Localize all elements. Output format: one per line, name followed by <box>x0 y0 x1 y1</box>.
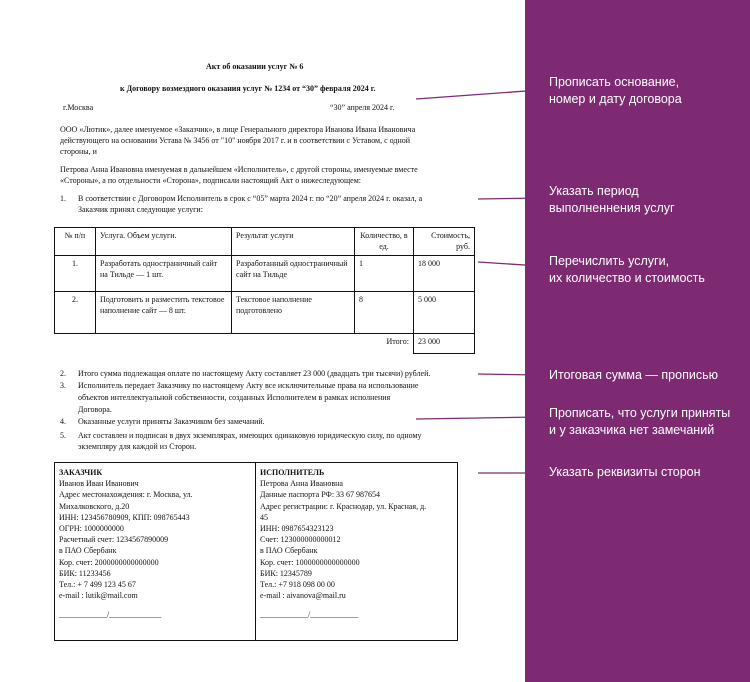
item-1-line-2: Заказчик принял следующие услуги: <box>78 205 203 214</box>
item-4-line-1: Оказанные услуги приняты Заказчиком без замечаний. <box>78 417 265 426</box>
annotation-line: Прописать основание, <box>549 75 680 89</box>
arrow-total-in-words <box>478 374 540 375</box>
row-service: Разработать одностраничный сайт на Тильде — 1 шт. <box>96 256 232 292</box>
customer-line: Кор. счет: 2000000000000000 <box>59 557 159 567</box>
row-cost: 5 000 <box>414 292 475 334</box>
executor-intro-line-1: Петрова Анна Ивановна именуемая в дальнейшем «Исполнитель», с другой стороны, именуемые вместе <box>60 165 418 174</box>
item-3-line-2: объектов интеллектуальной собственности, созданных Исполнителем в рамках исполнения <box>78 393 391 402</box>
customer-line: e-mail : lutik@mail.com <box>59 591 138 601</box>
arrow-list-services <box>478 262 540 266</box>
intro-line-2: действующего на основании Устава № 3456 от "10" ноября 2017 г. и в соответствии с Уставом, с одной <box>60 136 411 145</box>
item-1-number: 1. <box>60 194 66 203</box>
item-5-line-1: Акт составлен и подписан в двух экземплярах, имеющих одинаковую юридическую силу, по одному <box>78 431 422 440</box>
customer-line: Михалковского, д.20 <box>59 501 130 511</box>
customer-line: Адрес местонахождения: г. Москва, ул. <box>59 490 193 500</box>
act-date: “30” апреля 2024 г. <box>330 103 395 112</box>
arrow-services-accepted <box>416 417 540 419</box>
executor-intro-line-2: «Стороны», а по отдельности «Сторона», подписали настоящий Акт о нижеследующем: <box>60 176 361 185</box>
item-5-number: 5. <box>60 431 66 440</box>
executor-line: Кор. счет: 1000000000000000 <box>260 557 360 567</box>
annotation-line: их количество и стоимость <box>549 271 705 285</box>
customer-line: в ПАО Сбербанк <box>59 546 117 556</box>
arrow-contract-basis <box>416 90 540 99</box>
header-cost: Стоимость, руб. <box>414 228 475 256</box>
item-2-number: 2. <box>60 369 66 378</box>
executor-line: в ПАО Сбербанк <box>260 546 318 556</box>
header-service: Услуга. Объем услуги. <box>96 228 232 256</box>
executor-line: e-mail : aivanova@mail.ru <box>260 591 346 601</box>
annotation-line: номер и дату договора <box>549 92 682 106</box>
executor-line: 45 <box>260 512 268 522</box>
executor-line: Тел.: +7 918 098 00 00 <box>260 580 335 590</box>
executor-heading: ИСПОЛНИТЕЛЬ <box>260 468 325 477</box>
customer-line: ИНН: 123456780909, КПП: 098765443 <box>59 512 190 522</box>
customer-line: Иванов Иван Иванович <box>59 479 139 489</box>
arrow-service-period <box>478 198 540 199</box>
intro-line-1: ООО «Лютик», далее именуемое «Заказчик», в лице Генерального директора Иванова Ивана Ивановича <box>60 125 416 134</box>
annotation-line: Указать реквизиты сторон <box>549 465 701 479</box>
customer-line: БИК: 11233456 <box>59 568 111 578</box>
item-3-number: 3. <box>60 381 66 390</box>
customer-signature-line: ____________/_____________ <box>59 610 162 620</box>
executor-line: ИНН: 0987654323123 <box>260 524 334 534</box>
annotation-line: Итоговая сумма — прописью <box>549 368 718 382</box>
executor-line: Адрес регистрации: г. Краснодар, ул. Красная, д. <box>260 501 427 511</box>
executor-line: Данные паспорта РФ: 33 67 987654 <box>260 490 381 500</box>
row-result: Текстовое наполнение подготовлено <box>232 292 355 334</box>
header-quantity: Количество, в ед. <box>355 228 414 256</box>
annotation-line: Указать период <box>549 184 639 198</box>
row-cost: 18 000 <box>414 256 475 292</box>
executor-line: Счет: 123000000000012 <box>260 535 341 545</box>
item-5-line-2: экземпляру для каждой из Сторон. <box>78 442 197 451</box>
customer-heading: ЗАКАЗЧИК <box>59 468 103 477</box>
document-subtitle: к Договору возмездного оказания услуг № 1234 от “30” февраля 2024 г. <box>120 84 376 93</box>
annotation-line: Перечислить услуги, <box>549 254 670 268</box>
total-label: Итого: <box>55 334 414 354</box>
executor-signature-line: ____________/____________ <box>260 610 359 620</box>
header-result: Результат услуги <box>232 228 355 256</box>
item-3-line-3: Договора. <box>78 405 112 414</box>
annotation-line: Прописать, что услуги приняты <box>549 406 731 420</box>
total-value: 23 000 <box>414 334 475 354</box>
executor-line: БИК: 12345789 <box>260 568 312 578</box>
row-service: Подготовить и разместить текстовое наполнение сайт — 8 шт. <box>96 292 232 334</box>
item-3-line-1: Исполнитель передает Заказчику по настоящему Акту все исключительные права на использование <box>78 381 419 390</box>
item-4-number: 4. <box>60 417 66 426</box>
row-quantity: 8 <box>355 292 414 334</box>
city: г.Москва <box>63 103 94 112</box>
annotation-line: и у заказчика нет замечаний <box>549 423 715 437</box>
customer-line: ОГРН: 1000000000 <box>59 524 124 534</box>
annotation-line: выполненнения услуг <box>549 201 675 215</box>
executor-line: Петрова Анна Ивановна <box>260 479 343 489</box>
row-number: 1. <box>55 256 96 292</box>
customer-line: Тел.: + 7 499 123 45 67 <box>59 580 136 590</box>
customer-line: Расчетный счет: 1234567890009 <box>59 535 169 545</box>
row-quantity: 1 <box>355 256 414 292</box>
document-title: Акт об оказании услуг № 6 <box>206 62 304 71</box>
intro-line-3: стороны, и <box>60 147 97 156</box>
row-number: 2. <box>55 292 96 334</box>
item-2-line-1: Итого сумма подлежащая оплате по настоящему Акту составляет 23 000 (двадцать три тысячи) рублей. <box>78 369 431 378</box>
header-number: № п/п <box>55 228 96 256</box>
item-1-line-1: В соответствии с Договором Исполнитель в срок с “05” марта 2024 г. по “20” апреля 2024 г. оказал, а <box>78 194 423 203</box>
row-result: Разработанный одностраничный сайт на Тильде <box>232 256 355 292</box>
